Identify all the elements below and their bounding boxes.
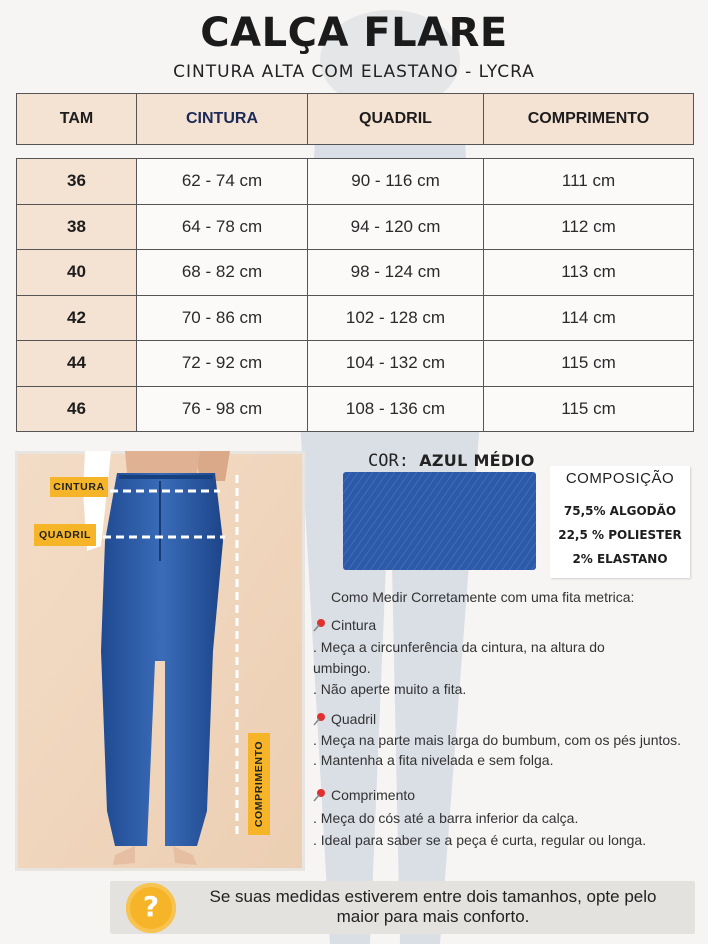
- comprimento-tag: [248, 733, 270, 835]
- composition-line: 75,5% ALGODÃO: [563, 504, 677, 518]
- cintura-tag: CINTURA: [50, 477, 108, 497]
- size-table: [16, 158, 694, 432]
- quadril-cell: 102 - 128 cm: [308, 295, 484, 341]
- size-cell: 42: [17, 295, 137, 341]
- column-header-tam: TAM: [17, 94, 137, 145]
- question-icon: [126, 883, 176, 933]
- instruction-line: . Meça na parte mais larga do bumbum, com os pés juntos.: [313, 732, 682, 748]
- quadril-cell: 108 - 136 cm: [308, 386, 484, 432]
- comprimento-cell: 114 cm: [484, 295, 694, 341]
- table-row: [17, 295, 694, 341]
- tip-text: Se suas medidas estiverem entre dois tamanhos, opte pelo maior para mais conforto.: [209, 887, 657, 926]
- size-cell: 36: [17, 159, 137, 205]
- table-row: [17, 159, 694, 205]
- section-label-text: Cintura: [331, 617, 377, 633]
- quadril-tag: QUADRIL: [34, 524, 96, 546]
- page-title: CALÇA FLARE: [200, 10, 508, 56]
- composition-box: [550, 466, 690, 578]
- table-row: [17, 204, 694, 250]
- comprimento-cell: 115 cm: [484, 386, 694, 432]
- column-header-comprimento: COMPRIMENTO: [484, 94, 694, 145]
- composition-title: COMPOSIÇÃO: [565, 470, 675, 487]
- denim-swatch: [343, 472, 536, 570]
- size-cell: 46: [17, 386, 137, 432]
- instruction-line: . Ideal para saber se a peça é curta, regular ou longa.: [313, 832, 647, 848]
- color-label: COR:: [368, 451, 409, 471]
- cintura-cell: 76 - 98 cm: [137, 386, 308, 432]
- comprimento-cell: 111 cm: [484, 159, 694, 205]
- quadril-cell: 90 - 116 cm: [308, 159, 484, 205]
- instruction-line: . Mantenha a fita nivelada e sem folga.: [313, 752, 554, 768]
- size-cell: 44: [17, 341, 137, 387]
- comprimento-cell: 113 cm: [484, 250, 694, 296]
- comprimento-cell: 115 cm: [484, 341, 694, 387]
- quadril-cell: 104 - 132 cm: [308, 341, 484, 387]
- instruction-line: . Não aperte muito a fita.: [313, 681, 467, 697]
- composition-line: 22,5 % POLIESTER: [558, 528, 682, 542]
- comprimento-cell: 112 cm: [484, 204, 694, 250]
- page-subtitle: CINTURA ALTA COM ELASTANO - LYCRA: [173, 62, 535, 82]
- cintura-cell: 70 - 86 cm: [137, 295, 308, 341]
- instruction-line: . Meça do cós até a barra inferior da calça.: [313, 810, 579, 826]
- column-header-quadril: QUADRIL: [308, 94, 484, 145]
- size-cell: 40: [17, 250, 137, 296]
- instruction-line: umbingo.: [313, 660, 371, 676]
- quadril-cell: 94 - 120 cm: [308, 204, 484, 250]
- instruction-line: . Meça a circunferência da cintura, na altura do: [313, 639, 605, 655]
- pushpin-icon: [313, 618, 327, 632]
- tip-banner: [110, 881, 695, 934]
- table-row: [17, 341, 694, 387]
- table-row: [17, 250, 694, 296]
- composition-line: 2% ELASTANO: [572, 552, 668, 566]
- comprimento-section-label: [313, 787, 415, 803]
- quadril-cell: 98 - 124 cm: [308, 250, 484, 296]
- how-to-title: Como Medir Corretamente com uma fita metrica:: [331, 589, 635, 605]
- comprimento-tag-label: COMPRIMENTO: [253, 740, 265, 828]
- question-mark: ?: [142, 890, 160, 923]
- section-label-text: Quadril: [331, 711, 377, 727]
- quadril-section-label: [313, 711, 376, 727]
- color-info: [368, 451, 535, 471]
- color-value: AZUL MÉDIO: [419, 451, 535, 470]
- pushpin-icon: [313, 788, 327, 802]
- size-cell: 38: [17, 204, 137, 250]
- section-label-text: Comprimento: [331, 787, 416, 803]
- table-row: [17, 386, 694, 432]
- cintura-cell: 62 - 74 cm: [137, 159, 308, 205]
- size-table-header: [16, 93, 694, 145]
- pushpin-icon: [313, 712, 327, 726]
- cintura-section-label: [313, 617, 376, 633]
- cintura-cell: 72 - 92 cm: [137, 341, 308, 387]
- column-header-cintura: CINTURA: [137, 94, 308, 145]
- cintura-cell: 68 - 82 cm: [137, 250, 308, 296]
- cintura-cell: 64 - 78 cm: [137, 204, 308, 250]
